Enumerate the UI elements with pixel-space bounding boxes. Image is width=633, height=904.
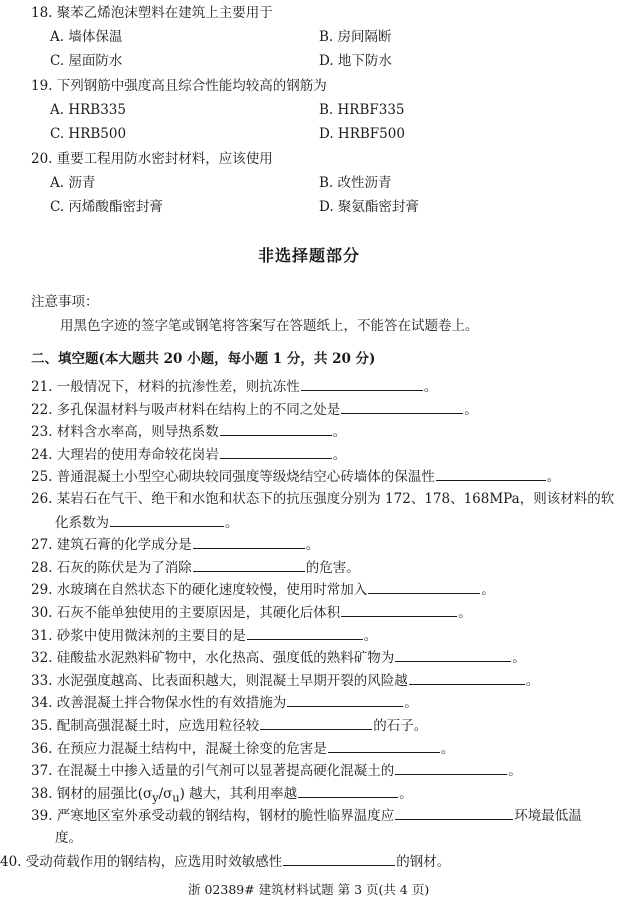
- question-26-end: 。: [225, 514, 239, 531]
- question-19-option-d: D. HRBF500: [319, 126, 405, 142]
- question-33: [31, 670, 539, 691]
- question-40-text: 40. 受动荷载作用的钢结构，应选用时效敏感性: [0, 853, 283, 870]
- answer-blank: [409, 670, 525, 685]
- question-25-text: 25. 普通混凝土小型空心砌块较同强度等级烧结空心砖墙体的保温性: [31, 469, 435, 486]
- question-30: [31, 602, 472, 623]
- subscript-y: y: [152, 791, 159, 805]
- question-34-end: 。: [404, 695, 418, 712]
- question-23-end: 。: [332, 424, 347, 441]
- question-38-end: 。: [399, 785, 413, 802]
- question-25: [31, 466, 560, 487]
- question-37: [31, 760, 522, 781]
- question-36: [31, 738, 454, 759]
- question-24-text: 24. 大理岩的使用寿命较花岗岩: [31, 446, 219, 463]
- question-19-option-b: B. HRBF335: [319, 102, 405, 118]
- question-38-text2: ) 越大，其利用率越: [179, 785, 298, 802]
- notice-text: 用黑色字迹的签字笔或钢笔将答案写在答题纸上，不能答在试题卷上。: [60, 318, 479, 334]
- answer-blank: [260, 715, 372, 730]
- question-39-line2: 度。: [55, 830, 82, 846]
- question-29: [31, 579, 495, 600]
- question-22-end: 。: [464, 401, 478, 418]
- answer-blank: [283, 851, 395, 866]
- question-35-end: 的石子。: [373, 718, 428, 734]
- question-26-line2: [55, 512, 239, 533]
- question-23: [31, 421, 346, 442]
- question-19-option-c: C. HRB500: [50, 126, 127, 142]
- answer-blank: [301, 376, 423, 391]
- question-37-end: 。: [508, 763, 522, 780]
- question-38-slash: /σ: [158, 785, 173, 802]
- question-20-option-a: A. 沥青: [50, 175, 96, 191]
- question-22: [31, 399, 478, 420]
- question-24: [31, 444, 346, 465]
- question-28-end: 的危害。: [305, 559, 360, 576]
- question-35: [31, 715, 427, 736]
- fill-section-heading: 二、填空题(本大题共 20 小题，每小题 1 分，共 20 分): [31, 351, 376, 367]
- answer-blank: [287, 692, 403, 707]
- answer-blank: [395, 805, 513, 820]
- question-34: [31, 692, 418, 713]
- question-19-stem: 19. 下列钢筋中强度高且综合性能均较高的钢筋为: [31, 78, 327, 94]
- question-21-text: 21. 一般情况下，材料的抗渗性差，则抗冻性: [31, 379, 300, 395]
- answer-blank: [110, 512, 224, 527]
- question-37-text: 37. 在混凝土中掺入适量的引气剂可以显著提高硬化混凝土的: [31, 763, 395, 780]
- question-39-line1: [31, 805, 582, 826]
- question-27: [31, 534, 319, 555]
- question-29-end: 。: [481, 582, 495, 599]
- question-32: [31, 647, 526, 668]
- question-24-end: 。: [332, 446, 347, 463]
- question-20-option-d: D. 聚氨酯密封膏: [319, 199, 419, 215]
- question-20-option-c: C. 丙烯酸酯密封膏: [50, 199, 163, 215]
- question-40: [0, 851, 450, 872]
- section-title: 非选择题部分: [258, 246, 361, 265]
- question-36-end: 。: [440, 740, 455, 757]
- question-19-option-a: A. HRB335: [50, 102, 126, 118]
- answer-blank: [395, 760, 507, 775]
- question-28-text: 28. 石灰的陈伏是为了消除: [31, 559, 192, 576]
- question-22-text: 22. 多孔保温材料与吸声材料在结构上的不同之处是: [31, 401, 341, 418]
- answer-blank: [193, 557, 305, 572]
- question-23-text: 23. 材料含水率高，则导热系数: [31, 424, 219, 441]
- question-20-option-b: B. 改性沥青: [319, 175, 392, 191]
- question-21: [31, 376, 437, 397]
- question-28: [31, 557, 360, 578]
- answer-blank: [328, 738, 440, 753]
- answer-blank: [247, 625, 363, 640]
- answer-blank: [298, 783, 398, 798]
- question-31-text: 31. 砂浆中使用微沫剂的主要目的是: [31, 627, 246, 644]
- question-18-option-c: C. 屋面防水: [50, 53, 123, 69]
- answer-blank: [220, 421, 332, 436]
- question-30-end: 。: [458, 605, 472, 621]
- question-25-end: 。: [546, 469, 561, 486]
- question-32-text: 32. 硅酸盐水泥熟料矿物中，水化热高、强度低的熟料矿物为: [31, 650, 395, 667]
- answer-blank: [341, 602, 457, 617]
- question-18-option-b: B. 房间隔断: [319, 29, 392, 45]
- question-36-text: 36. 在预应力混凝土结构中，混凝土徐变的危害是: [31, 740, 327, 757]
- question-31-end: 。: [363, 627, 378, 644]
- question-18-stem: 18. 聚苯乙烯泡沫塑料在建筑上主要用于: [31, 5, 273, 21]
- question-33-text: 33. 水泥强度越高、比表面积越大，则混凝土早期开裂的风险越: [31, 672, 408, 689]
- answer-blank: [368, 579, 480, 594]
- question-32-end: 。: [512, 650, 526, 667]
- page-footer: 浙 02389# 建筑材料试题 第 3 页(共 4 页): [188, 882, 430, 897]
- question-27-text: 27. 建筑石膏的化学成分是: [31, 537, 192, 554]
- answer-blank: [395, 647, 511, 662]
- question-34-text: 34. 改善混凝土拌合物保水性的有效措施为: [31, 695, 287, 712]
- question-20-stem: 20. 重要工程用防水密封材料，应该使用: [31, 151, 273, 167]
- question-29-text: 29. 水玻璃在自然状态下的硬化速度较慢，使用时常加入: [31, 582, 368, 599]
- answer-blank: [193, 534, 305, 549]
- question-30-text: 30. 石灰不能单独使用的主要原因是，其硬化后体积: [31, 605, 341, 621]
- question-39-text: 39. 严寒地区室外承受动载的钢结构，钢材的脆性临界温度应: [31, 808, 395, 825]
- question-39-end: 环境最低温: [514, 808, 582, 825]
- question-38-text: 38. 钢材的屈强比(σ: [31, 785, 153, 802]
- answer-blank: [220, 444, 332, 459]
- subscript-u: u: [172, 791, 180, 805]
- question-26-cont: 化系数为: [55, 514, 109, 531]
- question-18-option-d: D. 地下防水: [319, 53, 392, 69]
- question-40-end: 的钢材。: [396, 853, 451, 870]
- question-31: [31, 625, 377, 646]
- question-33-end: 。: [525, 672, 540, 689]
- notice-label: 注意事项：: [31, 294, 99, 310]
- question-35-text: 35. 配制高强混凝土时，应选用粒径较: [31, 718, 260, 734]
- question-27-end: 。: [305, 537, 320, 554]
- answer-blank: [341, 399, 463, 414]
- answer-blank: [436, 466, 546, 481]
- question-18-option-a: A. 墙体保温: [50, 29, 123, 45]
- question-26-line1: 26. 某岩石在气干、绝干和水饱和状态下的抗压强度分别为 172、178、168MPa，则该材料的软: [31, 491, 615, 507]
- question-21-end: 。: [423, 379, 438, 395]
